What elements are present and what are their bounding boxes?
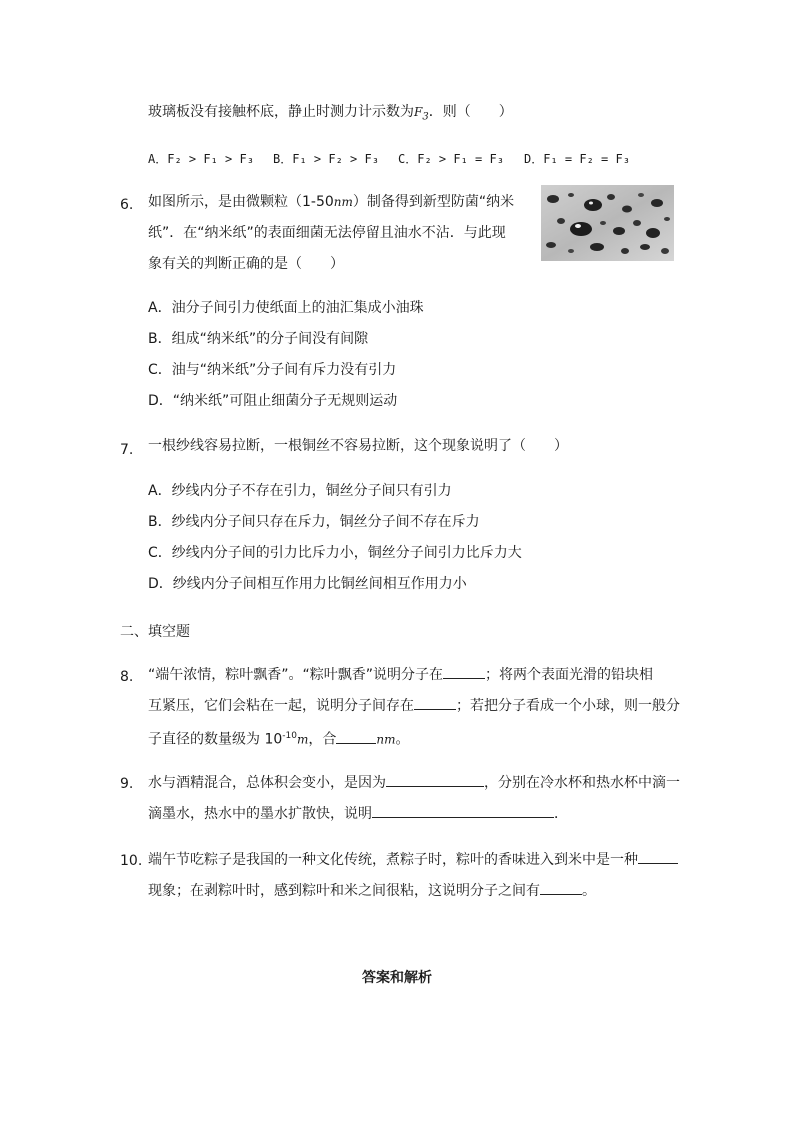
q6-line1-b: ）制备得到新型防菌“纳米	[352, 194, 515, 210]
q8-unit-nm: nm	[376, 732, 396, 747]
q5-option-d: D．F₁ = F₂ = F₃	[524, 152, 630, 166]
nano-paper-photo	[541, 185, 674, 261]
q10-number: 10.	[120, 853, 143, 869]
q6-option-b: B．组成“纳米纸”的分子间没有间隙	[148, 331, 369, 347]
q5-stem-tail	[148, 102, 513, 127]
q6-option-a: A．油分子间引力使纸面上的油汇集成小油珠	[148, 300, 424, 316]
q7-stem: 一根纱线容易拉断，一根铜丝不容易拉断，这个现象说明了（ ）	[148, 438, 568, 454]
q6-line2: 纸”．在“纳米纸”的表面细菌无法停留且油水不沾．与此现	[148, 225, 506, 241]
q8-blank-3[interactable]	[336, 729, 376, 744]
q9-line2-a: 滴墨水，热水中的墨水扩散快，说明	[148, 806, 372, 822]
q8-unit-m: m	[296, 732, 309, 747]
q10-line1	[148, 849, 678, 870]
q8-exponent: -10	[282, 731, 297, 741]
q7-option-d: D．纱线内分子间相互作用力比铜丝间相互作用力小	[148, 576, 467, 592]
q8-line3-c: 。	[395, 731, 410, 748]
q8-number: 8.	[120, 669, 134, 685]
q5-f3	[414, 105, 429, 123]
q8-line2-a: 互紧压，它们会粘在一起，说明分子间存在	[148, 698, 414, 714]
q9-line1-b: ，分别在冷水杯和热水杯中滴一	[484, 775, 680, 791]
q5-text-end: ．则（ ）	[428, 104, 513, 120]
q9-blank-1[interactable]	[386, 772, 484, 787]
q9-line1-a: 水与酒精混合，总体积会变小，是因为	[148, 775, 386, 791]
q9-line2	[148, 803, 568, 824]
q8-blank-1[interactable]	[443, 664, 485, 679]
q5-f3-letter: F	[414, 105, 423, 119]
q8-line3-b: ，合	[308, 731, 337, 748]
q7-option-a: A．纱线内分子不存在引力，铜丝分子间只有引力	[148, 483, 452, 499]
q9-blank-2[interactable]	[372, 803, 554, 818]
q8-line2	[148, 695, 680, 716]
q5-option-b: B．F₁ > F₂ > F₃	[273, 152, 379, 166]
q6-line1-a: 如图所示，是由微颗粒（1-50	[148, 194, 334, 210]
q6-option-c: C．油与“纳米纸”分子间有斥力没有引力	[148, 362, 397, 378]
q6-number: 6.	[120, 197, 134, 213]
q9-line1	[148, 772, 680, 793]
q8-blank-2[interactable]	[414, 695, 456, 710]
q6-line1	[148, 192, 514, 212]
q10-line2-a: 现象；在剥粽叶时，感到粽叶和米之间很粘，这说明分子之间有	[148, 883, 540, 899]
q8-line2-b: ；若把分子看成一个小球，则一般分	[456, 698, 680, 714]
q6-line3: 象有关的判断正确的是（ ）	[148, 256, 344, 272]
q6-option-d: D．“纳米纸”可阻止细菌分子无规则运动	[148, 393, 398, 409]
q10-line1-a: 端午节吃粽子是我国的一种文化传统，煮粽子时，粽叶的香味进入到米中是一种	[148, 852, 638, 868]
q7-number: 7.	[120, 442, 134, 458]
q9-line2-b: ．	[554, 806, 568, 822]
q5-option-a: A．F₂ > F₁ > F₃	[148, 152, 254, 166]
q7-option-c: C．纱线内分子间的引力比斥力小，铜丝分子间引力比斥力大	[148, 545, 522, 561]
q7-option-b: B．纱线内分子间只存在斥力，铜丝分子间不存在斥力	[148, 514, 480, 530]
section-fill-in-blank: 二、填空题	[120, 624, 190, 640]
q5-option-c: C．F₂ > F₁ = F₃	[398, 152, 504, 166]
q8-line3	[148, 726, 409, 750]
q5-f3-sub: 3	[422, 111, 429, 123]
q6-unit: nm	[333, 195, 353, 209]
q8-line1-b: ；将两个表面光滑的铅块相	[485, 667, 654, 683]
q8-line1	[148, 664, 653, 685]
answers-heading: 答案和解析	[362, 970, 432, 986]
q10-blank-1[interactable]	[638, 849, 678, 864]
q10-blank-2[interactable]	[540, 880, 582, 895]
q8-line1-a: “端午浓情，粽叶飘香”。“粽叶飘香”说明分子在	[148, 667, 444, 683]
q9-number: 9.	[120, 776, 134, 792]
q5-text: 玻璃板没有接触杯底，静止时测力计示数为	[148, 104, 414, 120]
q10-line2	[148, 880, 596, 901]
q10-line2-b: 。	[582, 883, 596, 899]
q8-line3-a: 子直径的数量级为 10	[148, 731, 283, 748]
